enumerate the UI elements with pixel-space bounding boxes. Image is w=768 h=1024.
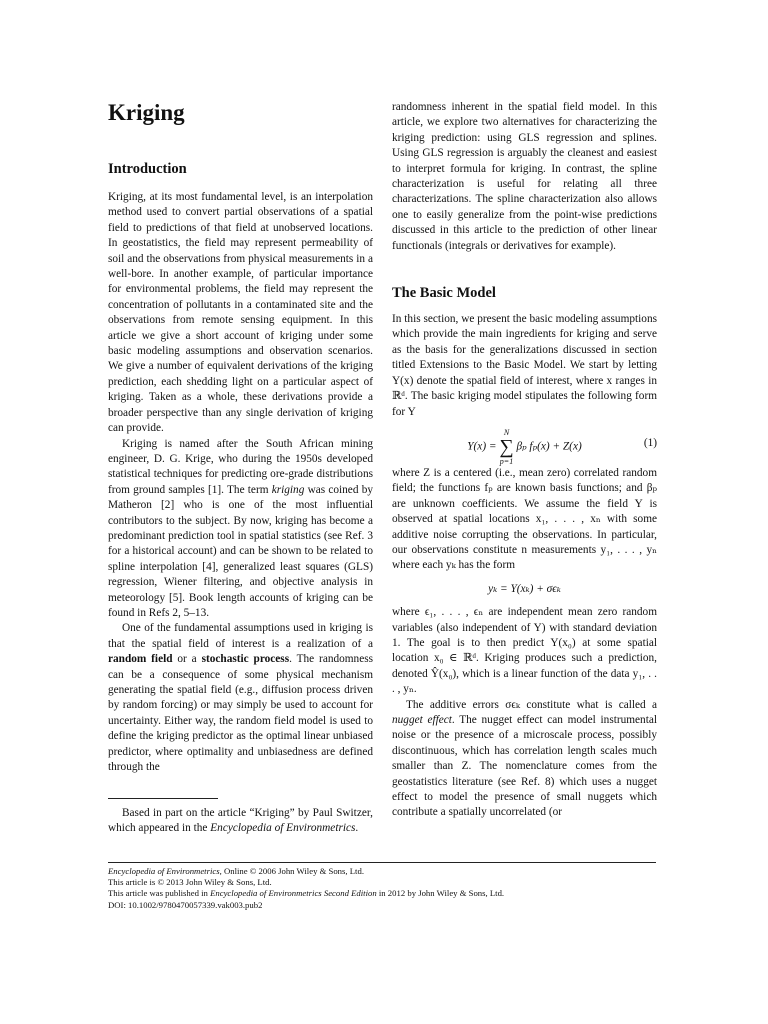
publication-line-1: Encyclopedia of Environmetrics, Online © 2006 John Wiley & Sons, Ltd. [108,866,364,876]
intro-paragraph-1: Kriging, at its most fundamental level, is an interpolation method used to convert partial observations of a spatial field to predictions of that field at unobserved locations. In geostatistics, the field may represent permeability of soil and the observations from physical measurements in a well-bore. In another example, of particular importance for environmental problems, the field may represent the concentration of pollutants in a contaminated site and the observations from remote sensing equipment. In this article we give a short account of kriging under some basic modeling assumptions and observation scenarios. We give a number of equivalent derivations of the kriging prediction, each shedding light on a particular aspect of kriging. Taken as a whole, these derivations provide a broader perspective than any single derivation of kriging can provide. [108,191,373,435]
left-column [108,100,373,775]
footnote [108,806,373,837]
basic-model-paragraph-2: where Z is a centered (i.e., mean zero) correlated random field; the functions fₚ are known basis functions; and βₚ are unknown coefficients. We assume the field Y is observed at spatial locations x₁, . . . , xₙ with some additive noise corrupting the observations. In particular, our observations constitute n measurements y₁, . . . , yₙ where each yₖ has the form [392,466,657,572]
right-column [392,100,657,821]
publication-line-3: This article was published in Encyclopedia of Environmetrics Second Edition in 2012 by John Wiley & Sons, Ltd. [108,888,505,899]
footnote-divider [108,798,218,799]
publication-line-2: This article is © 2013 John Wiley & Sons, Ltd. [108,877,272,888]
publication-info [108,866,656,911]
equation-1-rhs: βₚ fₚ(x) + Z(x) [516,440,582,453]
page-footer-divider [108,862,656,863]
footnote-text: Based in part on the article “Kriging” by Paul Switzer, which appeared in the Encyclopedia of Environmetrics. [108,807,373,835]
basic-model-paragraph-4: The additive errors σϵₖ constitute what is called a nugget effect. The nugget effect can model instrumental noise or the presence of a microscale process, possibly discontinuous, which has correlation length scales much smaller than Z. The nomenclature comes from the geostatistics literature (see Ref. 8) which uses a nugget effect to model the presence of small nuggets which contribute a spatially uncorrelated (or [392,698,658,819]
basic-model-paragraph-1: In this section, we present the basic modeling assumptions which provide the main ingredients for kriging and serve as the basis for the generalizations discussed in section titled Extensions to the Basic Model. We start by letting Y(x) denote the spatial field of interest, where x ranges in ℝᵈ. The basic kriging model stipulates the following form for Y [392,313,657,418]
basic-model-heading: The Basic Model [392,285,496,302]
right-paragraph-1: randomness inherent in the spatial field model. In this article, we explore two alternatives for characterizing the kriging prediction: using GLS regression and splines. Using GLS regression is arguably the cleanest and easiest to interpret formula for kriging. In contrast, the spline characterization is useful for relating all three characterizations. The spline characterization also allows one to easily generalize from the point-wise predictions discussed in this article to the prediction of other linear functionals (integrals or derivatives for example). [392,101,657,252]
intro-paragraph-3: One of the fundamental assumptions used in kriging is that the spatial field of interest is a realization of a random field or a stochastic process. The randomness can be a consequence of some physical mechanism generating the spatial field (e.g., diffusion process driven by random forcing) or may simply be used to account for uncertainty. Either way, the random field model is used to define the kriging predictor as the optimal linear unbiased predictor, where optimality and unbiasedness are defined through the [108,622,374,774]
doi-line: DOI: 10.1002/9780470057339.vak003.pub2 [108,899,263,910]
sum-upper-limit: N [503,427,510,437]
basic-model-paragraph-3: where ϵ₁, . . . , ϵₙ are independent mean zero random variables (also independent of Y) with standard deviation 1. The goal is to then predict Y(x₀) at some spatial location x₀ ∈ ℝᵈ. Kriging produces such a prediction, denoted Ŷ(x₀), which is a linear function of the data y₁, . . . , yₙ. [392,606,657,696]
equation-2: yₖ = Y(xₖ) + σϵₖ [488,582,561,595]
equation-1-lhs: Y(x) = [467,440,497,453]
equation-1 [392,426,657,466]
sum-lower-limit: p=1 [499,456,514,466]
equation-1-number: (1) [643,436,657,449]
summation-sign: N ∑ p=1 [499,427,514,466]
intro-paragraph-2: Kriging is named after the South African mining engineer, D. G. Krige, who during the 1950s developed statistical techniques for predicting ore-grade distributions from ground samples [1]. The term kriging was coined by Matheron [2] who is one of the most influential contributors to the subject. By now, kriging has become a predominant prediction tool in spatial statistics (see Ref. 3 for a historical account) and can be shown to be related to spline interpolation [4], generalized least squares (GLS) regression, Wiener filtering, and objective analysis in meteorology [5]. Book length accounts of kriging can be found in Refs 2, 5–13. [108,437,373,619]
introduction-heading: Introduction [108,161,187,177]
article-title: Kriging [108,100,185,125]
